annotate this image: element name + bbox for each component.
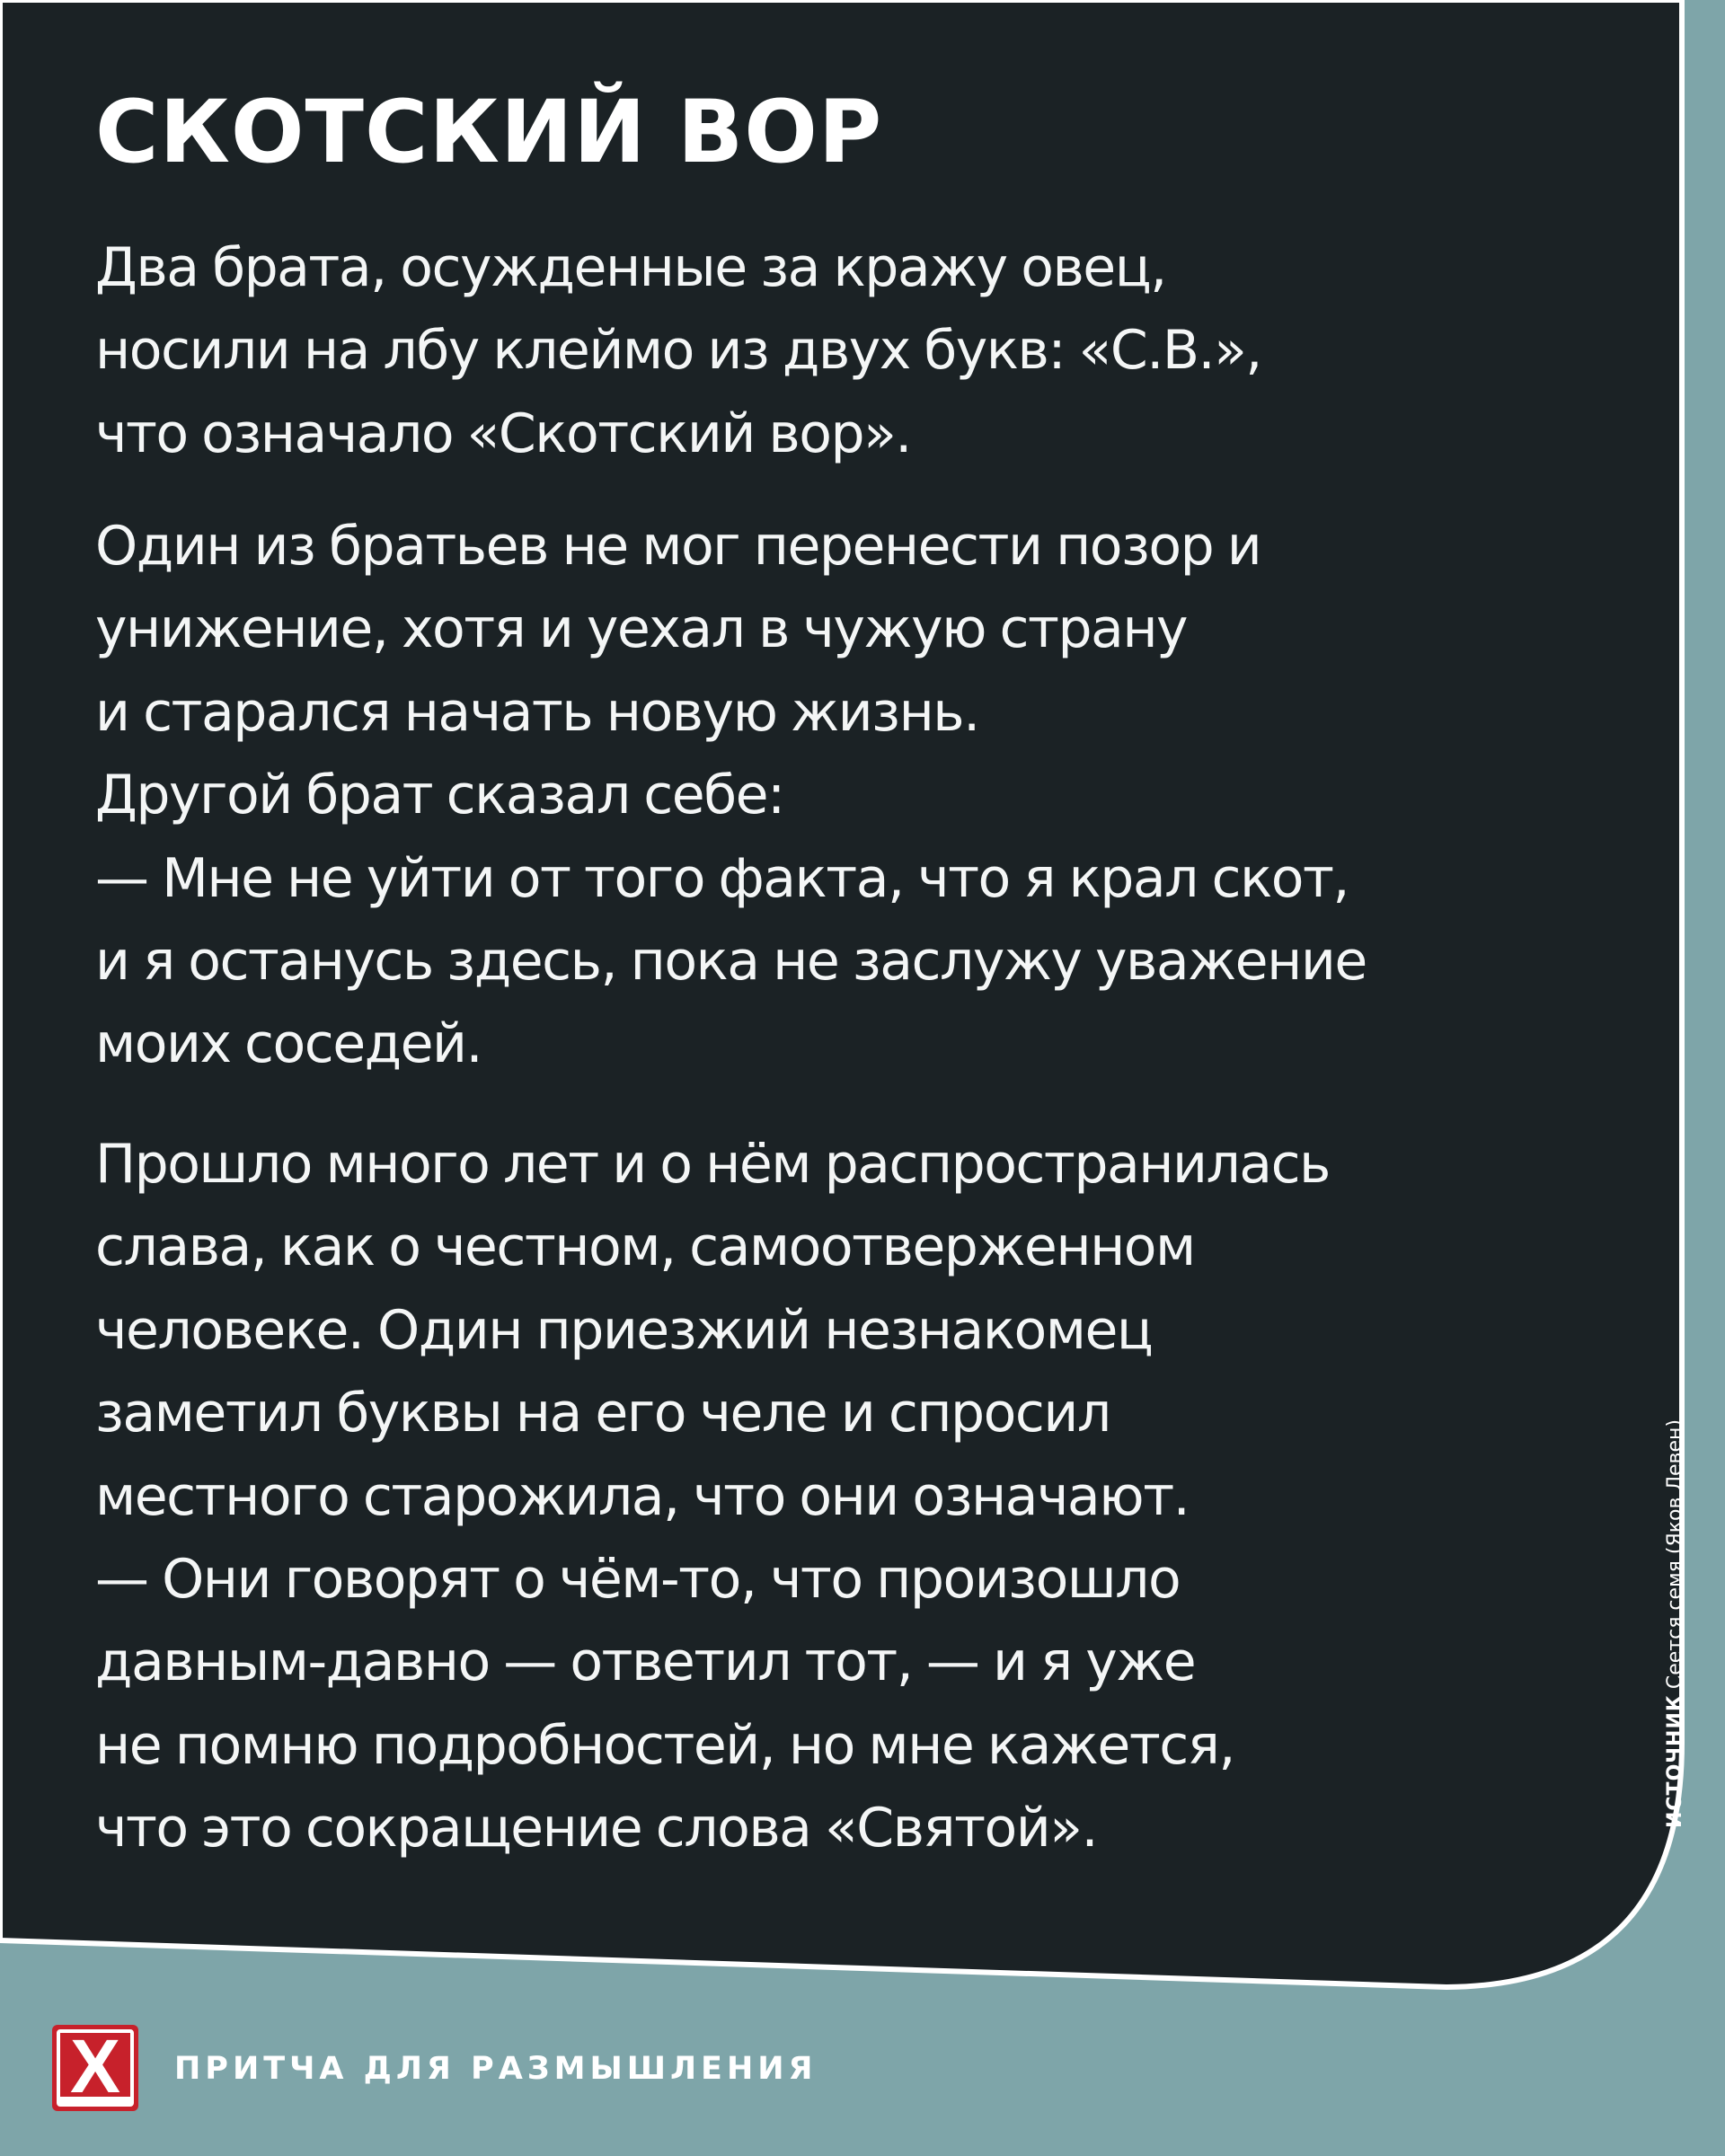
paragraph-line: слава, как о честном, самоотверженном [95,1215,1195,1279]
paragraph-line: и старался начать новую жизнь. [95,680,979,744]
paragraph-line: что означало «Скотский вор». [95,402,911,465]
paragraph-line: унижение, хотя и уехал в чужую страну [95,597,1188,661]
footer-caption: ПРИТЧА ДЛЯ РАЗМЫШЛЕНИЯ [174,2051,818,2087]
paragraph-line: не помню подробностей, но мне кажется, [95,1713,1234,1777]
paragraph-line: давным-давно — ответил тот, — и я уже [95,1630,1196,1694]
paragraph-line: заметил буквы на его челе и спросил [95,1382,1110,1445]
paragraph-line: что это сокращение слова «Святой». [95,1797,1098,1860]
logo-letter: X [69,2025,121,2108]
paragraph-1 [95,226,1533,475]
paragraph-line: — Мне не уйти от того факта, что я крал скот, [95,846,1349,910]
paragraph-line: Два брата, осужденные за кражу овец, [95,236,1166,299]
story-title: СКОТСКИЙ ВОР [95,82,883,182]
paragraph-line: местного старожила, что они означают. [95,1464,1190,1528]
paragraph-line: Прошло много лет и о нём распространилась [95,1133,1330,1196]
paragraph-line: человеке. Один приезжий незнакомец [95,1298,1153,1362]
paragraph-line: — Они говорят о чём-то, что произошло [95,1548,1181,1612]
x-logo-icon [52,2025,138,2111]
source-credit [1664,1419,1687,1828]
source-label: ИСТОЧНИК [1664,1694,1686,1828]
paragraph-2 [95,505,1533,1086]
paragraph-line: Один из братьев не мог перенести позор и [95,515,1261,578]
paragraph-line: Другой брат сказал себе: [95,764,784,827]
source-text: Сеется семя (Яков Левен) [1664,1418,1686,1690]
paragraph-3 [95,1123,1533,1870]
paragraph-line: носили на лбу клеймо из двух букв: «С.В.», [95,319,1261,383]
paragraph-line: моих соседей. [95,1012,482,1076]
paragraph-line: и я останусь здесь, пока не заслужу уважение [95,930,1367,994]
